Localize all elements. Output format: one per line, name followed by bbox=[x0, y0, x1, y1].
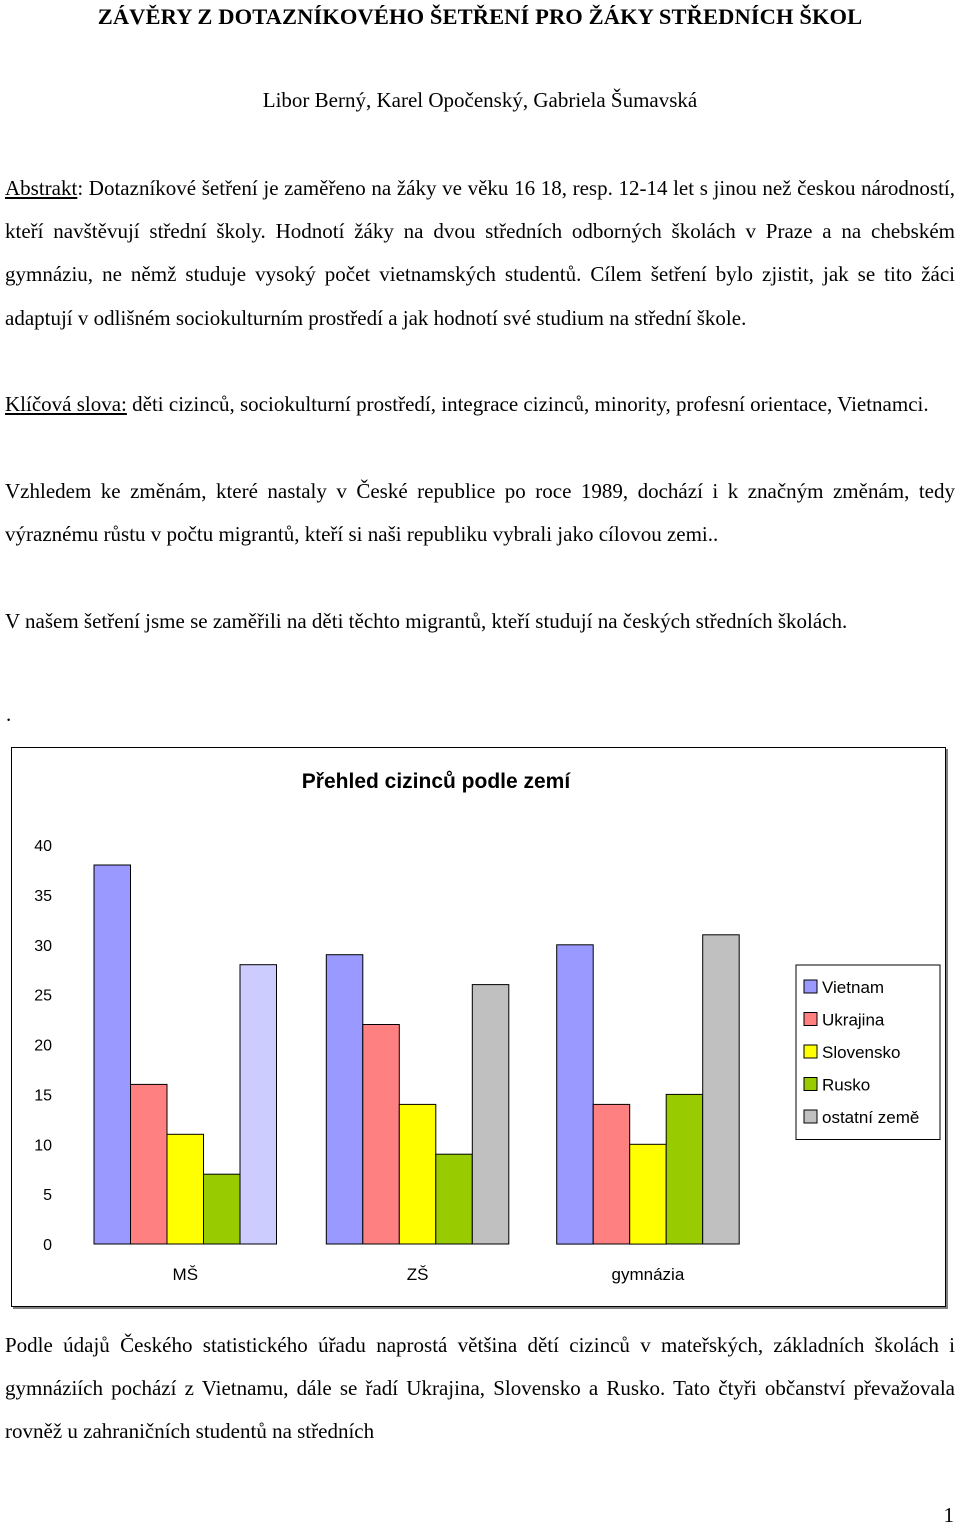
legend-label: Vietnam bbox=[822, 978, 885, 997]
bar-slovensko-3 bbox=[630, 1144, 667, 1244]
bar-ostatní-země-3 bbox=[703, 935, 740, 1244]
bottom-paragraph: Podle údajů Českého statistického úřadu naprostá většina dětí cizinců v mateřských, základních školách i gymnáziích pochází z Vietnamu, dále se řadí Ukrajina, Slovensko a Rusko. Tato čtyři občanství převažovala rovněž u zahraničních studentů na středních bbox=[5, 1333, 955, 1444]
bar-ukrajina-3 bbox=[593, 1104, 630, 1244]
legend-label: Rusko bbox=[822, 1075, 871, 1095]
legend-swatch bbox=[804, 1078, 817, 1091]
keywords-paragraph bbox=[5, 383, 955, 426]
x-category-label: gymnázia bbox=[611, 1265, 685, 1284]
y-tick-label: 40 bbox=[34, 838, 52, 855]
bar-ukrajina-2 bbox=[363, 1025, 400, 1245]
bar-ostatní-země-1 bbox=[240, 965, 277, 1244]
bar-rusko-1 bbox=[204, 1174, 241, 1244]
bar-vietnam-2 bbox=[326, 955, 363, 1244]
bar-ostatní-země-2 bbox=[472, 985, 509, 1244]
intro-paragraph: Vzhledem ke změnám, které nastaly v České republice po roce 1989, dochází i k značným změnám, tedy výraznému růstu v počtu migrantů, kteří si naši republiku vybrali jako cílovou zemi.. bbox=[5, 479, 955, 547]
y-tick-label: 0 bbox=[43, 1237, 52, 1254]
bar-slovensko-2 bbox=[399, 1104, 436, 1244]
legend-label: Ukrajina bbox=[822, 1010, 885, 1030]
chart-title: Přehled cizinců podle zemí bbox=[301, 770, 571, 793]
legend-label: Slovensko bbox=[822, 1043, 901, 1062]
y-tick-label: 5 bbox=[43, 1187, 52, 1205]
legend-label: ostatní země bbox=[822, 1108, 920, 1127]
x-category-label: MŠ bbox=[172, 1265, 199, 1284]
legend-swatch bbox=[804, 1013, 817, 1026]
legend-swatch bbox=[804, 1045, 817, 1058]
bar-slovensko-1 bbox=[167, 1134, 204, 1244]
abstract-label: Abstrakt bbox=[5, 176, 78, 200]
abstract-paragraph bbox=[5, 167, 955, 340]
abstract-text: : Dotazníkové šetření je zaměřeno na žáky ve věku 16 18, resp. 12-14 let s jinou než českou národností, kteří navštěvují střední školy. Hodnotí žáky na dvou středních odborných školách v Praze a na chebském gymnáziu, ne němž studuje vysoký počet vietnamských studentů. Cílem šetření bylo zjistit, jak se tito žáci adaptují v odlišném sociokulturním prostředí a jak hodnotí své studium na střední škole. bbox=[5, 176, 955, 330]
y-tick-label: 30 bbox=[34, 937, 52, 955]
x-category-label: ZŠ bbox=[406, 1265, 429, 1284]
page-number: 1 bbox=[943, 1503, 954, 1527]
bar-rusko-2 bbox=[436, 1154, 473, 1244]
keywords-text: děti cizinců, sociokulturní prostředí, integrace cizinců, minority, profesní orientace, Vietnamci. bbox=[126, 392, 929, 416]
bar-chart bbox=[12, 748, 945, 1306]
y-tick-label: 25 bbox=[34, 987, 52, 1005]
bar-rusko-3 bbox=[666, 1094, 703, 1244]
focus-paragraph: V našem šetření jsme se zaměřili na děti těchto migrantů, kteří studují na českých středních školách. bbox=[5, 609, 848, 633]
y-tick-label: 20 bbox=[34, 1037, 52, 1055]
stray-dot: . bbox=[6, 702, 12, 726]
y-tick-label: 10 bbox=[34, 1137, 52, 1155]
bar-vietnam-3 bbox=[557, 945, 594, 1244]
legend-swatch bbox=[804, 1110, 817, 1123]
y-tick-label: 35 bbox=[34, 887, 52, 905]
keywords-label: Klíčová slova: bbox=[5, 392, 127, 416]
bar-ukrajina-1 bbox=[131, 1084, 168, 1244]
authors: Libor Berný, Karel Opočenský, Gabriela Šumavská bbox=[262, 88, 698, 112]
y-tick-label: 15 bbox=[34, 1087, 52, 1105]
legend-swatch bbox=[804, 980, 817, 993]
chart-frame bbox=[11, 747, 946, 1307]
page-title: ZÁVĚRY Z DOTAZNÍKOVÉHO ŠETŘENÍ PRO ŽÁKY STŘEDNÍCH ŠKOL bbox=[97, 4, 863, 29]
bar-vietnam-1 bbox=[94, 865, 131, 1244]
